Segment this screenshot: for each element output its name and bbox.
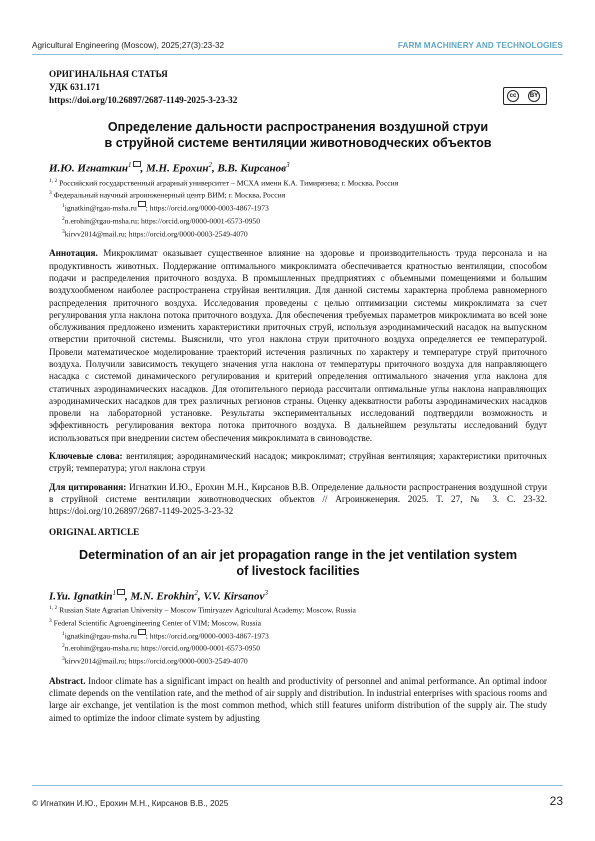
orcid-link[interactable]: ; https://orcid.org/0000-0003-4867-1973 (145, 203, 269, 213)
cite-label: Для цитирования: (49, 481, 127, 492)
email-link[interactable]: kirvv2014@mail.ru; https://orcid.org/0000-0003-2549-4070 (64, 656, 248, 666)
author-name: В.В. Кирсанов (217, 162, 287, 175)
aff-text: Федеральный научный агроинженерный центр ВИМ; г. Москва, Россия (53, 190, 286, 200)
article-type-en: ORIGINAL ARTICLE (49, 526, 140, 537)
email-sup: 2 (62, 215, 65, 222)
journal-citation: Agricultural Engineering (Moscow), 2025;27(3):23-32 (32, 41, 225, 50)
email-link[interactable]: kirvv2014@mail.ru; https://orcid.org/0000-0003-2549-4070 (64, 229, 248, 239)
email-list-en (49, 629, 547, 667)
email-line (62, 654, 547, 667)
aff-text: Russian State Agrarian University – Moscow Timiryazev Agricultural Academy; Moscow, Russia (59, 605, 356, 615)
orcid-link[interactable]: ; https://orcid.org/0000-0003-4867-1973 (145, 631, 269, 641)
article-body (49, 68, 547, 724)
section-title: FARM MACHINERY AND TECHNOLOGIES (397, 41, 563, 50)
keywords-text: вентиляция; аэродинамический насадок; микроклимат; струйная вентиляция; характеристики приточных струй; температура; угол наклона струи (49, 451, 548, 474)
aff-text: Federal Scientific Agroengineering Center of VIM; Moscow, Russia (53, 618, 261, 628)
author-name: V.V. Kirsanov (203, 590, 265, 603)
aff-sup: 3 (49, 617, 52, 624)
title-ru (49, 119, 547, 151)
email-link[interactable]: n.erohin@rgau-msha.ru; https://orcid.org/0000-0001-6573-0950 (64, 216, 261, 226)
aff-text: Российский государственный аграрный университет – МСХА имени К.А. Тимирязева; г. Москва, Россия (59, 178, 399, 188)
authors-en: I.Yu. Ignatkin$^1$ , M.N. Erokhin$^2$, V.V. Kirsanov$^3$ (49, 588, 268, 603)
author-sup: 2 (194, 588, 198, 597)
author-sup: 1 (112, 588, 116, 597)
creative-commons-icon[interactable] (503, 87, 547, 105)
cc-logo: cc (507, 90, 519, 102)
abstract-text: Indoor climate has a significant impact on health and productivity of personnel and animal performance. An optimal indoor climate depends on the ventilation rate, and the method of air supply and distribution. In industrial enterprises with spacious rooms and large air exchange, jet ventilation is the most common method, which still features uniform distribution of the supply air. The study aimed to optimize the indoor climate system by adjusting (49, 675, 547, 723)
email-link[interactable]: ignatkin@rgau-msha.ru (64, 203, 137, 213)
article-type-ru: ОРИГИНАЛЬНАЯ СТАТЬЯ (49, 69, 168, 79)
affiliation (49, 616, 547, 629)
mail-icon[interactable] (133, 161, 141, 167)
author-name: I.Yu. Ignatkin (49, 590, 113, 603)
email-link[interactable]: ignatkin@rgau-msha.ru (64, 631, 137, 641)
author-sup: 3 (286, 161, 290, 169)
aff-sup: 3 (49, 190, 52, 197)
author-sup: 2 (208, 161, 212, 169)
running-header (32, 41, 563, 54)
title-en (49, 547, 547, 579)
email-line (62, 641, 547, 654)
aff-sup: 1, 2 (49, 177, 58, 184)
title-ru-line2: в струйной системе вентиляции животноводческих объектов (104, 136, 492, 150)
abstract-label: Аннотация. (49, 248, 98, 259)
email-line (62, 214, 547, 227)
author-sup: 3 (264, 588, 268, 597)
header-rule (32, 54, 563, 55)
by-logo: BY (528, 90, 540, 102)
email-line (62, 629, 547, 642)
author-name: М.Н. Ерохин (146, 162, 209, 175)
footer-rule (32, 785, 563, 786)
cite-text: Игнаткин И.Ю., Ерохин М.Н., Кирсанов В.В. Определение дальности распространения воздушной струи в струйной системе вентиляции животноводческих объектов // Агроинженерия. 2025. Т. 27, № 3. С. 23-32. https://doi.org/10.26897/2687-1149-2025-3-23-32 (49, 481, 547, 517)
email-line (62, 201, 547, 214)
abstract-ru (49, 247, 547, 444)
email-link[interactable]: n.erohin@rgau-msha.ru; https://orcid.org/0000-0001-6573-0950 (64, 643, 261, 653)
email-sup: 3 (62, 228, 65, 235)
email-list-ru (49, 201, 547, 239)
title-en-line2: of livestock facilities (236, 563, 360, 578)
authors-ru: И.Ю. Игнаткин$^1$ , М.Н. Ерохин$^2$, В.В. Кирсанов$^3$ (49, 161, 290, 175)
affiliation (49, 188, 547, 201)
author-sup: 1 (128, 161, 132, 169)
mail-icon (138, 201, 146, 207)
author-name: И.Ю. Игнаткин (49, 162, 129, 175)
udc: УДК 631.171 (49, 82, 100, 92)
copyright: © Игнаткин И.Ю., Ерохин М.Н., Кирсанов В.В., 2025 (32, 799, 229, 808)
abstract-en (49, 675, 547, 724)
keywords-label: Ключевые слова: (49, 451, 123, 462)
title-ru-line1: Определение дальности распространения воздушной струи (107, 120, 489, 134)
email-sup: 1 (62, 203, 65, 210)
email-sup: 3 (62, 656, 65, 663)
citation-ru (49, 481, 547, 518)
email-sup: 1 (62, 630, 65, 637)
mail-icon (138, 629, 146, 635)
mail-icon[interactable] (117, 589, 125, 595)
email-line (62, 227, 547, 240)
title-en-line1: Determination of an air jet propagation range in the jet ventilation system (78, 547, 518, 562)
page-number: 23 (549, 794, 563, 808)
abstract-text: Микроклимат оказывает существенное влияние на здоровье и производительность труда персонала и на продуктивность животных. Поддержание оптимального микроклимата обеспечивается кратностью вентиляции, способом подачи и распределения приточного воздуха. В промышленных предприятиях с объемными помещениями и большим воздухообменом наиболее распространена струйная вентиляция. Для данной системы характерна проблема равномерного распределения приточного воздуха. Исследования проведены с целью оптимизации системы микроклимата за счет регулирования угла наклона потока приточного воздуха. Для обеспечения требуемых параметров микроклимата во всей зоне обслуживания предложено изменить характеристики приточных струй, используя аэродинамический насадок на выпускном отверстии приточной системы. Выяснили, что угол наклона струи приточного воздуха определяется ее температурой. Провели математическое моделирование траекторий истечения различных по характеру и температуре струй приточного воздуха. Получили зависимость текущего значения угла наклона от температуры приточного воздуха для направляющего насадка с системой динамического регулирования и критерий определения оптимального значения угла наклона для статичных аэродинамических насадков. Для отопительного периода рассчитали оптимальные углы наклона направляющих аэродинамических насадков для трех различных регионов страны. Оценку адекватности работы аэродинамических насадков провели на лабораторной установке. Результаты экспериментальных исследований подтвердили возможность и эффективность регулирования вектора потока приточного воздуха. В дальнейшем результаты исследований будут использоваться при внедрении систем обеспечения микроклимата в свиноводстве. (49, 248, 547, 443)
aff-sup: 1, 2 (49, 605, 58, 612)
affiliation (49, 603, 547, 616)
keywords-ru (49, 450, 547, 475)
affiliation (49, 176, 547, 189)
doi-link[interactable]: https://doi.org/10.26897/2687-1149-2025-3-23-32 (49, 95, 238, 105)
author-name: M.N. Erokhin (130, 590, 195, 603)
email-sup: 2 (62, 643, 65, 650)
abstract-label: Abstract. (49, 675, 86, 686)
